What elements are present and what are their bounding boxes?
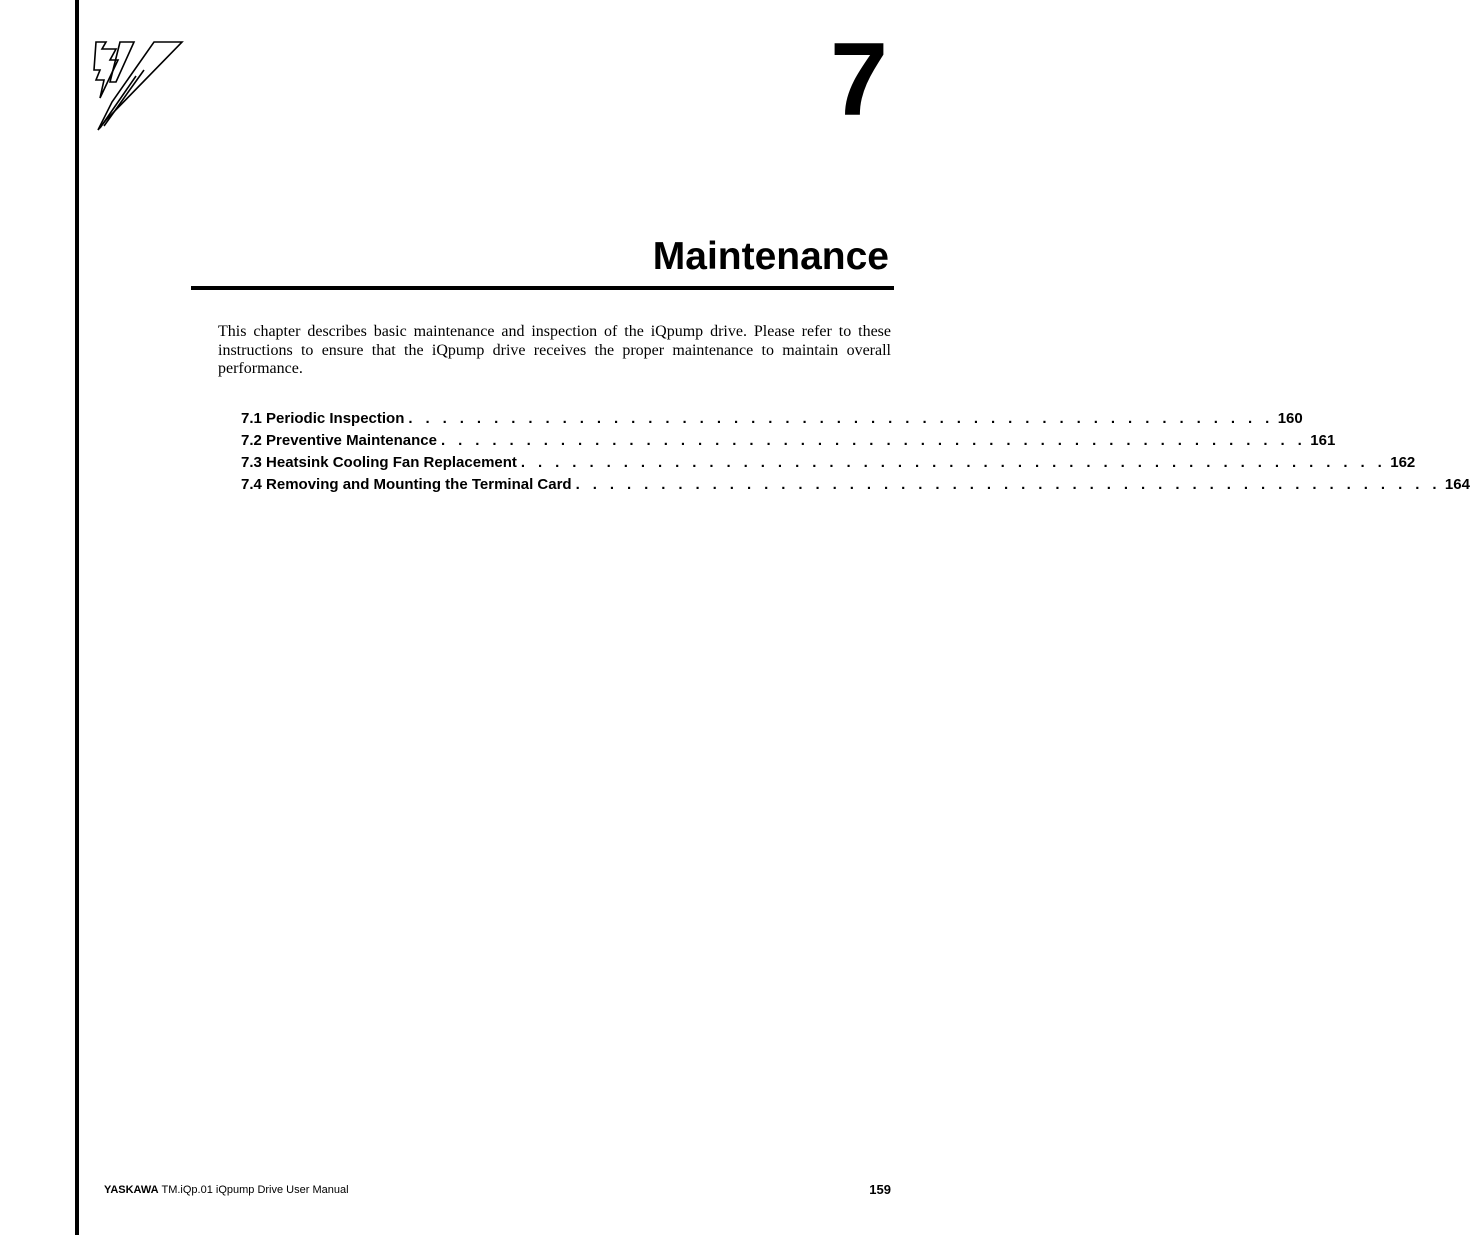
toc-entry-label: 7.3 Heatsink Cooling Fan Replacement <box>241 454 517 471</box>
toc-entry[interactable] <box>241 476 1470 498</box>
table-of-contents <box>241 410 1470 498</box>
footer-manual-title: TM.iQp.01 iQpump Drive User Manual <box>161 1184 349 1196</box>
toc-entry-page: 164 <box>1444 476 1470 493</box>
chapter-number: 7 <box>830 22 888 138</box>
footer-brand: YASKAWA <box>104 1184 159 1196</box>
footer-manual-info <box>104 1184 349 1196</box>
toc-entry[interactable] <box>241 454 1416 476</box>
yaskawa-logo <box>92 40 186 134</box>
toc-entry[interactable] <box>241 410 1303 432</box>
toc-leader: . . . . . . . . . . . . . . . . . . . . . . . . . . . . . . . . . . . . . . . . . . . . . . . . . . . <box>575 476 1441 493</box>
toc-entry[interactable] <box>241 432 1336 454</box>
page-number: 159 <box>869 1182 891 1197</box>
toc-leader: . . . . . . . . . . . . . . . . . . . . . . . . . . . . . . . . . . . . . . . . . . . . . . . . . . . <box>408 410 1274 427</box>
toc-entry-label: 7.1 Periodic Inspection <box>241 410 405 427</box>
chapter-title: Maintenance <box>652 235 889 278</box>
toc-leader: . . . . . . . . . . . . . . . . . . . . . . . . . . . . . . . . . . . . . . . . . . . . . . . . . . . <box>520 454 1387 471</box>
toc-leader: . . . . . . . . . . . . . . . . . . . . . . . . . . . . . . . . . . . . . . . . . . . . . . . . . . . <box>440 432 1307 449</box>
toc-entry-label: 7.4 Removing and Mounting the Terminal Card <box>241 476 572 493</box>
toc-entry-label: 7.2 Preventive Maintenance <box>241 432 437 449</box>
title-rule <box>191 286 894 290</box>
toc-entry-page: 160 <box>1277 410 1303 427</box>
left-margin-rule <box>75 0 79 1235</box>
toc-entry-page: 162 <box>1390 454 1416 471</box>
toc-entry-page: 161 <box>1310 432 1336 449</box>
chapter-intro: This chapter describes basic maintenance and inspection of the iQpump drive. Please refer to these instructions to ensure that the iQpump drive receives the proper maintenance to maintain overall performance. <box>218 323 891 377</box>
